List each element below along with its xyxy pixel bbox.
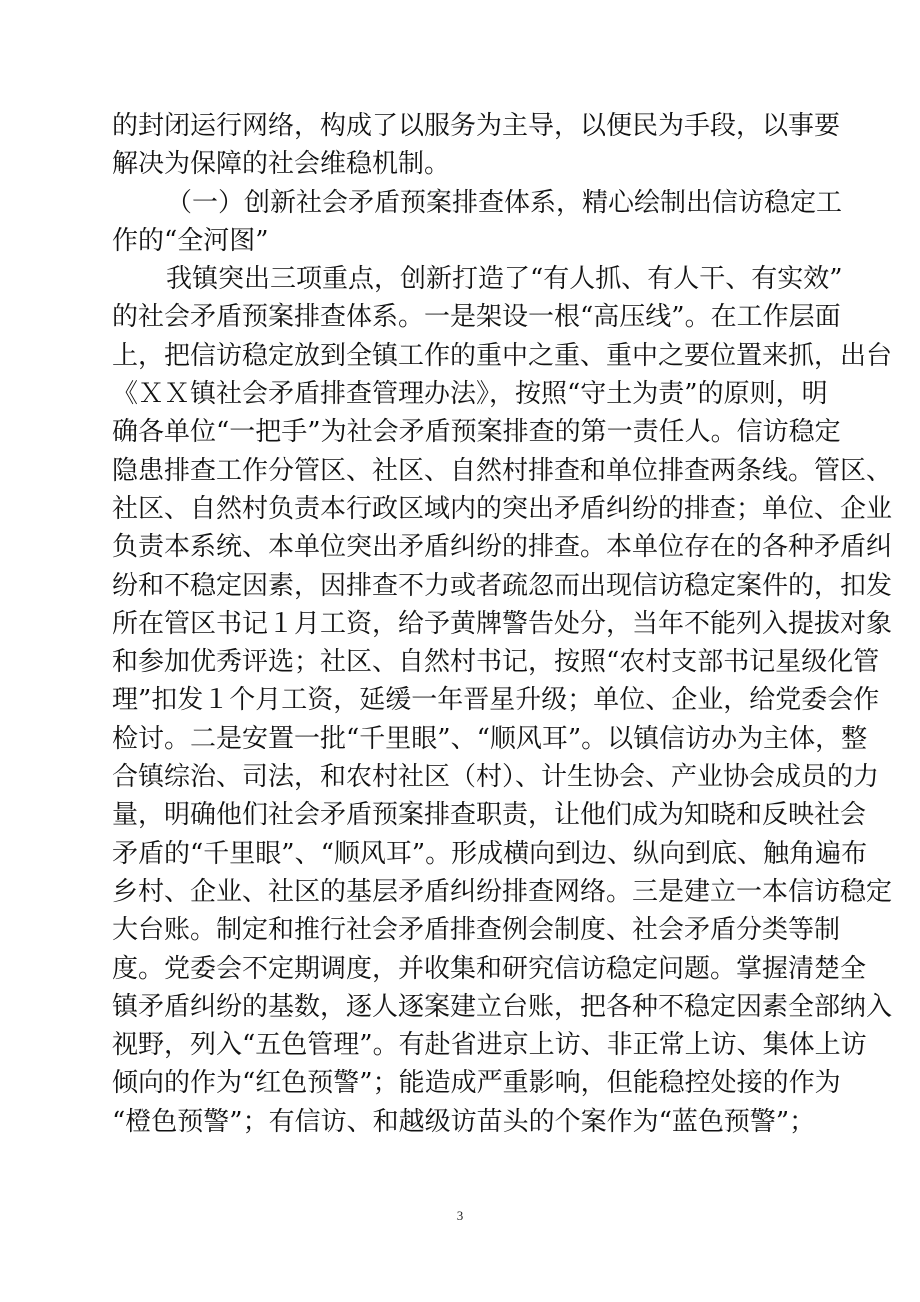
text-line: 社区、自然村负责本行政区域内的突出矛盾纠纷的排查；单位、企业: [112, 493, 893, 524]
text-line: 镇矛盾纠纷的基数，逐人逐案建立台账，把各种不稳定因素全部纳入: [112, 991, 893, 1022]
page-number: 3: [456, 1208, 464, 1223]
text-line: 隐患排查工作分管区、社区、自然村排查和单位排查两条线。管区、: [112, 455, 893, 486]
text-line: 乡村、企业、社区的基层矛盾纠纷排查网络。三是建立一本信访稳定: [112, 876, 893, 907]
text-line: 度。党委会不定期调度，并收集和研究信访稳定问题。掌握清楚全: [112, 953, 867, 984]
text-line: 合镇综治、司法，和农村社区（村）、计生协会、产业协会成员的力: [112, 762, 880, 793]
section-heading-line: 作的“全河图”: [112, 225, 269, 256]
text-line: 和参加优秀评选；社区、自然村书记，按照“农村支部书记星级化管: [112, 647, 880, 678]
text-line: 量，明确他们社会矛盾预案排查职责，让他们成为知晓和反映社会: [112, 800, 867, 831]
text-line: 大台账。制定和推行社会矛盾排查例会制度、社会矛盾分类等制: [112, 915, 841, 946]
section-heading-line: （一）创新社会矛盾预案排查体系，精心绘制出信访稳定工: [166, 187, 843, 218]
text-line: 矛盾的“千里眼”、“顺风耳”。形成横向到边、纵向到底、触角遍布: [112, 838, 868, 869]
body-text: [112, 107, 893, 1141]
text-line: 纷和不稳定因素，因排查不力或者疏忽而出现信访稳定案件的，扣发: [112, 570, 893, 601]
text-line: 解决为保障的社会维稳机制。: [112, 149, 451, 180]
text-line: 负责本系统、本单位突出矛盾纠纷的排查。本单位存在的各种矛盾纠: [112, 532, 893, 563]
text-line: 视野，列入“五色管理”。有赴省进京上访、非正常上访、集体上访: [112, 1030, 867, 1061]
text-line: “橙色预警”；有信访、和越级访苗头的个案作为“蓝色预警”；: [112, 1106, 816, 1137]
text-line: 理”扣发１个月工资，延缓一年晋星升级；单位、企业，给党委会作: [112, 685, 880, 716]
text-line: 的社会矛盾预案排查体系。一是架设一根“高压线”。在工作层面: [112, 302, 841, 333]
text-line: 倾向的作为“红色预警”；能造成严重影响，但能稳控处接的作为: [112, 1068, 841, 1099]
text-line: 《ＸＸ镇社会矛盾排查管理办法》，按照“守土为责”的原则，明: [112, 379, 828, 410]
text-line: 我镇突出三项重点，创新打造了“有人抓、有人干、有实效”: [166, 264, 843, 295]
text-line: 确各单位“一把手”为社会矛盾预案排查的第一责任人。信访稳定: [112, 417, 841, 448]
text-line: 上，把信访稳定放到全镇工作的重中之重、重中之要位置来抓，出台: [112, 340, 893, 371]
text-line: 的封闭运行网络，构成了以服务为主导，以便民为手段，以事要: [112, 111, 841, 141]
text-line: 所在管区书记１月工资，给予黄牌警告处分，当年不能列入提拔对象: [112, 608, 893, 639]
text-line: 检讨。二是安置一批“千里眼”、“顺风耳”。以镇信访办为主体，整: [112, 723, 868, 754]
